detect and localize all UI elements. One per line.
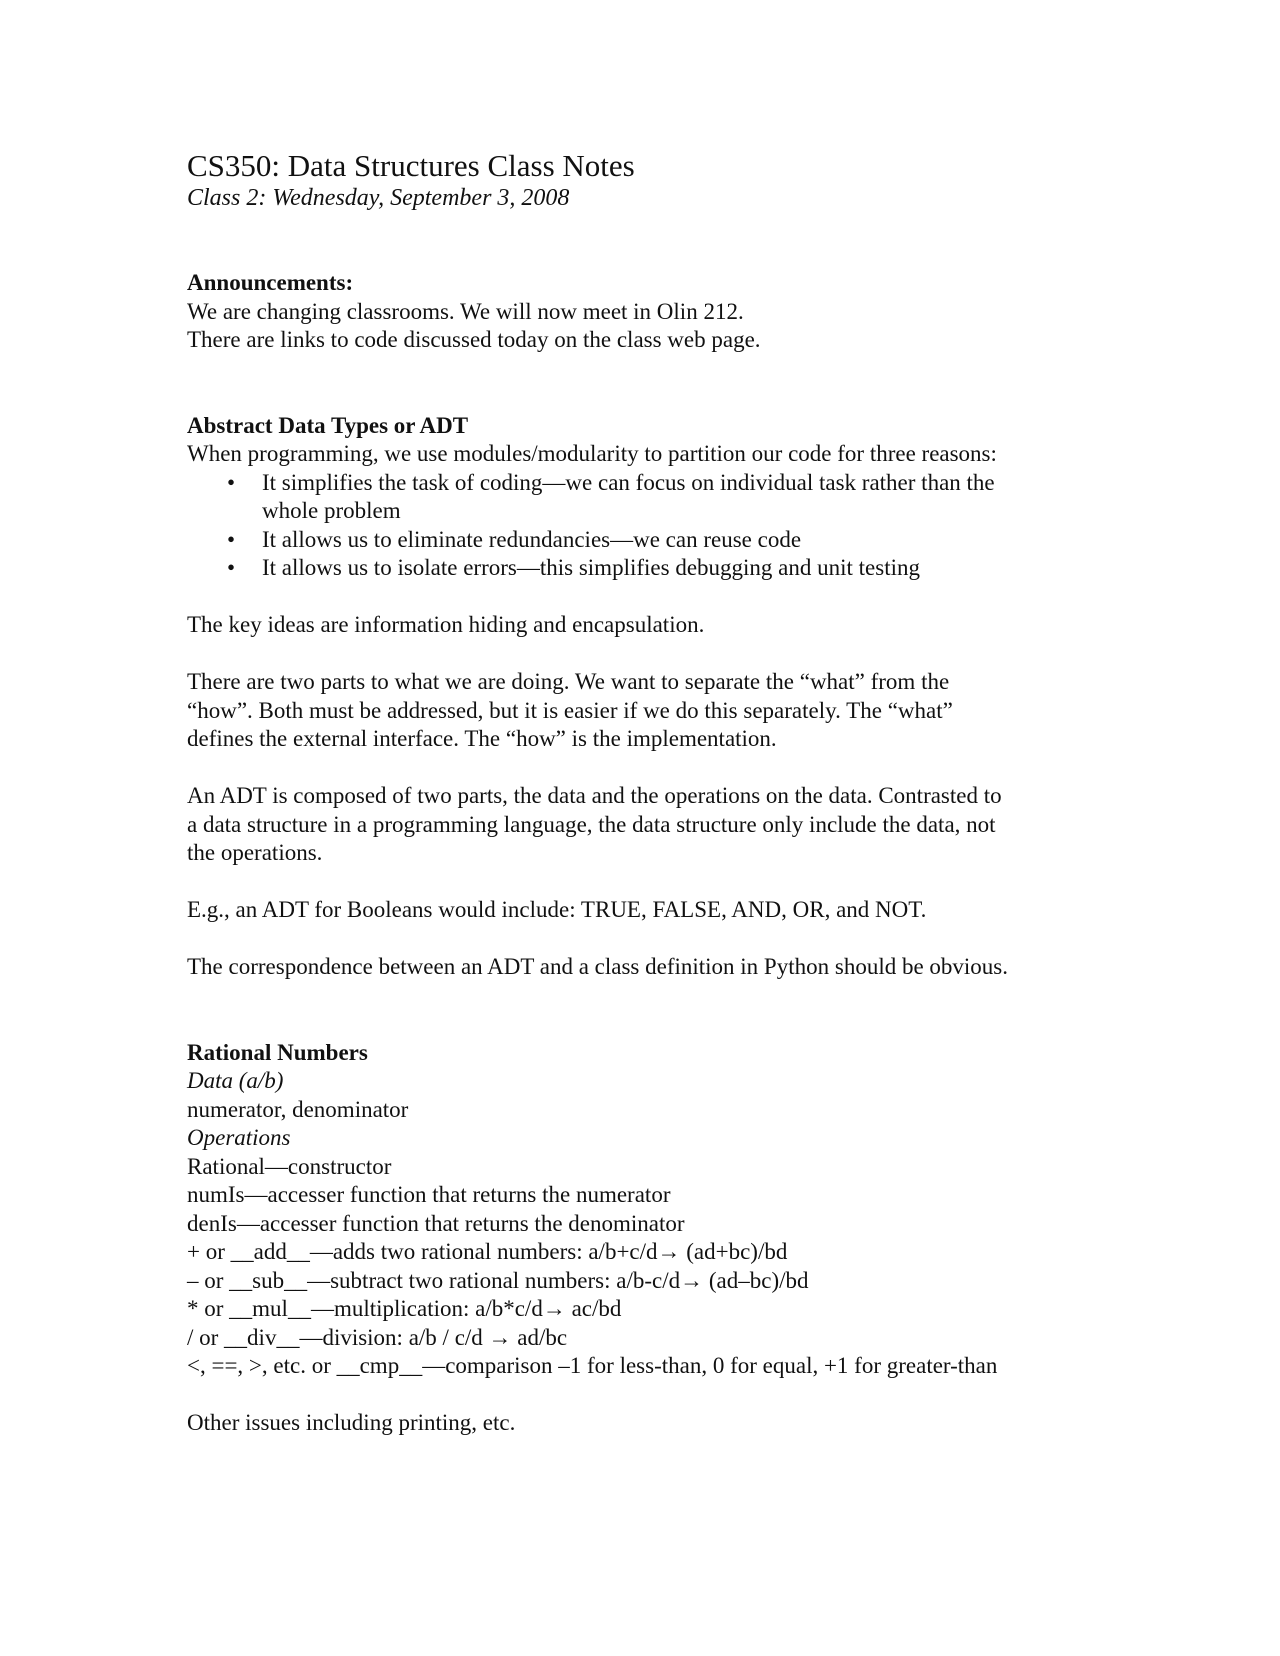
rational-heading: Rational Numbers — [187, 1039, 368, 1065]
list-item-text: It simplifies the task of coding—we can focus on individual task rather than the — [262, 469, 995, 495]
paragraph-line: There are two parts to what we are doing. We want to separate the “what” from the — [187, 669, 950, 694]
data-label: Data (a/b) — [187, 1068, 284, 1093]
two-parts-paragraph — [187, 668, 1107, 754]
bullet-icon: • — [227, 555, 236, 580]
announcements-section — [187, 269, 1107, 355]
reasons-list — [187, 469, 1107, 583]
operation-line: + or __add__—adds two rational numbers: a/b+c/d→ (ad+bc)/bd — [187, 1239, 788, 1264]
list-item-text-cont: whole problem — [262, 498, 401, 523]
class-subtitle: Class 2: Wednesday, September 3, 2008 — [187, 185, 570, 211]
operations-label: Operations — [187, 1125, 291, 1150]
python-correspondence: The correspondence between an ADT and a class definition in Python should be obvious. — [187, 954, 1009, 979]
key-ideas-paragraph: The key ideas are information hiding and encapsulation. — [187, 612, 705, 637]
adt-intro: When programming, we use modules/modularity to partition our code for three reasons: — [187, 441, 997, 466]
list-item-text: It allows us to eliminate redundancies—we can reuse code — [262, 526, 802, 552]
operation-line: numIs—accesser function that returns the numerator — [187, 1182, 671, 1207]
other-issues: Other issues including printing, etc. — [187, 1410, 516, 1435]
announcements-heading: Announcements: — [187, 270, 354, 295]
boolean-example: E.g., an ADT for Booleans would include: TRUE, FALSE, AND, OR, and NOT. — [187, 897, 927, 922]
operation-line: Rational—constructor — [187, 1153, 392, 1179]
adt-heading: Abstract Data Types or ADT — [187, 412, 469, 438]
list-item — [187, 554, 1107, 583]
operation-line: * or __mul__—multiplication: a/b*c/d→ ac/bd — [187, 1296, 622, 1321]
data-value: numerator, denominator — [187, 1096, 409, 1122]
list-item — [187, 469, 1107, 526]
list-item — [187, 526, 1107, 555]
adt-composition-paragraph — [187, 782, 1107, 868]
rational-numbers-section — [187, 1039, 1107, 1438]
list-item-text: It allows us to isolate errors—this simplifies debugging and unit testing — [262, 555, 920, 580]
operation-line: – or __sub__—subtract two rational numbers: a/b-c/d→ (ad–bc)/bd — [187, 1267, 809, 1293]
paragraph-line: An ADT is composed of two parts, the data and the operations on the data. Contrasted to — [187, 783, 1002, 808]
announcement-line: There are links to code discussed today on the class web page. — [187, 327, 761, 352]
operation-line: <, ==, >, etc. or __cmp__—comparison –1 for less-than, 0 for equal, +1 for greater-than — [187, 1353, 998, 1378]
bullet-icon: • — [227, 526, 236, 552]
paragraph-line: a data structure in a programming language, the data structure only include the data, not — [187, 811, 996, 837]
document-page — [187, 148, 1107, 1438]
adt-section — [187, 412, 1107, 982]
bullet-icon: • — [227, 469, 236, 495]
operation-line: denIs—accesser function that returns the denominator — [187, 1210, 685, 1236]
operation-line: / or __div__—division: a/b / c/d → ad/bc — [187, 1324, 568, 1350]
page-title: CS350: Data Structures Class Notes — [187, 148, 635, 183]
announcement-line: We are changing classrooms. We will now meet in Olin 212. — [187, 298, 744, 324]
paragraph-line: “how”. Both must be addressed, but it is easier if we do this separately. The “what” — [187, 697, 953, 723]
paragraph-line: the operations. — [187, 840, 323, 865]
paragraph-line: defines the external interface. The “how” is the implementation. — [187, 726, 777, 751]
